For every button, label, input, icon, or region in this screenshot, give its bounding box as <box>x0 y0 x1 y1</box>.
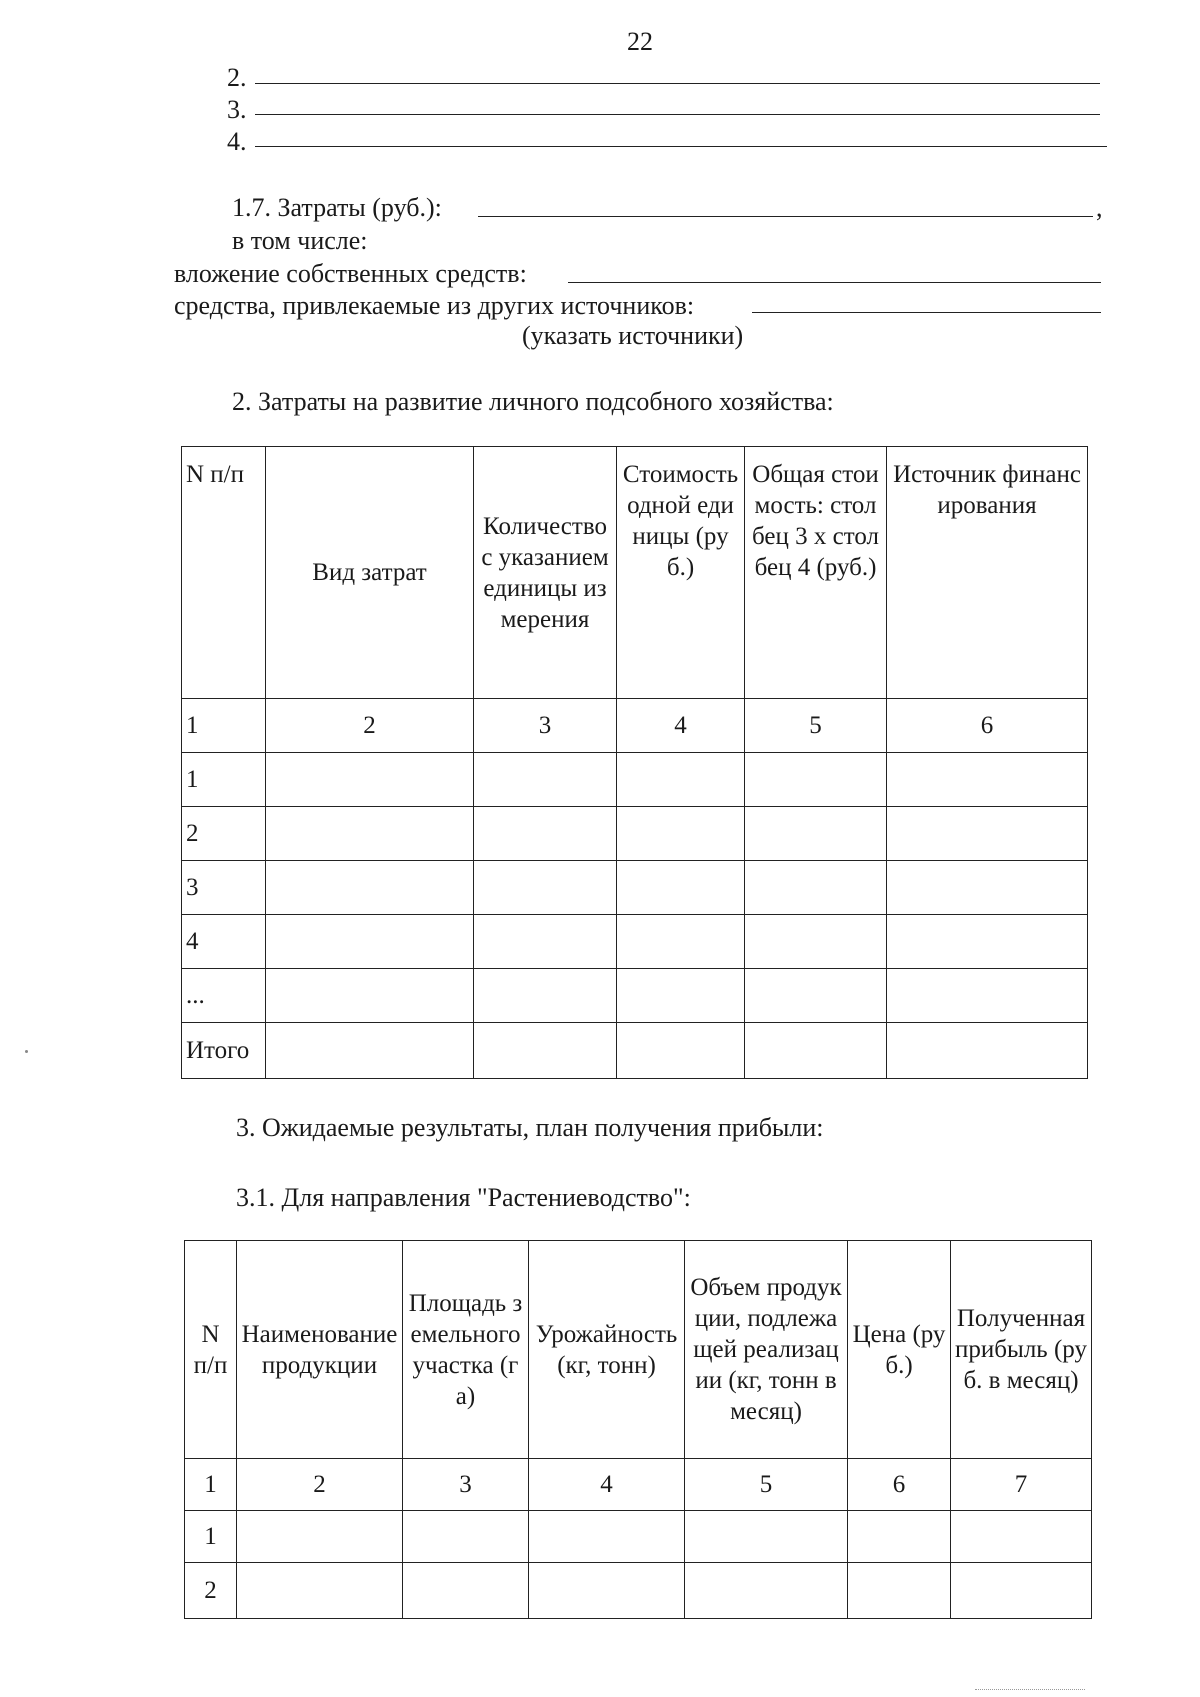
col-header-price: Цена (руб.) <box>848 1241 951 1459</box>
col-header-quantity: Количество с указанием единицы измерения <box>474 447 617 699</box>
table-row <box>182 807 1088 861</box>
col-header-funding-source: Источник финансирования <box>887 447 1088 699</box>
column-numbers-row <box>182 699 1088 753</box>
row-number: 3 <box>182 861 266 915</box>
other-sources-blank-line <box>752 312 1101 313</box>
column-number: 2 <box>266 699 474 753</box>
numbered-line-label-3: 3. <box>227 95 247 124</box>
table-row <box>185 1563 1092 1619</box>
column-number: 3 <box>403 1459 529 1511</box>
costs-table-header-row <box>182 447 1088 699</box>
table-cell <box>474 807 617 861</box>
column-number: 5 <box>685 1459 848 1511</box>
scan-speck <box>25 1050 28 1053</box>
table-cell <box>474 1023 617 1079</box>
crop-table-header-row <box>185 1241 1092 1459</box>
crop-production-table <box>184 1240 1092 1619</box>
table-cell <box>887 915 1088 969</box>
table-cell <box>745 1023 887 1079</box>
costs-table <box>181 446 1088 1079</box>
section3-heading: 3. Ожидаемые результаты, план получения прибыли: <box>236 1113 824 1142</box>
other-sources-label: средства, привлекаемые из других источников: <box>174 291 695 320</box>
table-cell <box>951 1511 1092 1563</box>
table-cell <box>887 861 1088 915</box>
table-cell <box>745 753 887 807</box>
table-row <box>182 753 1088 807</box>
table-cell <box>848 1563 951 1619</box>
col-header-profit: Полученная прибыль (руб. в месяц) <box>951 1241 1092 1459</box>
table-cell <box>474 753 617 807</box>
row-number: 1 <box>185 1511 237 1563</box>
total-label: Итого <box>182 1023 266 1079</box>
table-cell <box>474 915 617 969</box>
table-cell <box>529 1563 685 1619</box>
table-row <box>182 915 1088 969</box>
column-number: 4 <box>617 699 745 753</box>
table-cell <box>403 1511 529 1563</box>
table-cell <box>848 1511 951 1563</box>
total-row <box>182 1023 1088 1079</box>
table-cell <box>529 1511 685 1563</box>
blank-line-2 <box>255 83 1100 84</box>
col-header-yield: Урожайность (кг, тонн) <box>529 1241 685 1459</box>
column-number: 4 <box>529 1459 685 1511</box>
costs-blank-line <box>478 216 1093 217</box>
table-cell <box>617 1023 745 1079</box>
table-cell <box>617 753 745 807</box>
row-number: 1 <box>182 753 266 807</box>
numbered-line-label-2: 2. <box>227 63 247 92</box>
table-cell <box>887 1023 1088 1079</box>
col-header-land-area: Площадь земельного участка (га) <box>403 1241 529 1459</box>
table-cell <box>745 861 887 915</box>
table-cell <box>266 753 474 807</box>
row-number: 4 <box>182 915 266 969</box>
column-number: 5 <box>745 699 887 753</box>
costs-label: 1.7. Затраты (руб.): <box>232 193 442 222</box>
column-number: 1 <box>185 1459 237 1511</box>
column-numbers-row <box>185 1459 1092 1511</box>
section3-subheading: 3.1. Для направления "Растениеводство": <box>236 1183 691 1212</box>
costs-trailing-comma: , <box>1096 193 1103 222</box>
table-cell <box>237 1511 403 1563</box>
table-cell <box>237 1563 403 1619</box>
table-cell <box>887 753 1088 807</box>
table-cell <box>617 969 745 1023</box>
column-number: 3 <box>474 699 617 753</box>
table-cell <box>617 861 745 915</box>
table-cell <box>474 861 617 915</box>
table-cell <box>685 1511 848 1563</box>
table-row <box>182 861 1088 915</box>
col-header-product-name: Наименование продукции <box>237 1241 403 1459</box>
row-number: 2 <box>185 1563 237 1619</box>
column-number: 6 <box>887 699 1088 753</box>
own-funds-blank-line <box>568 282 1101 283</box>
page-number: 22 <box>627 27 653 56</box>
table-cell <box>266 861 474 915</box>
table-cell <box>745 807 887 861</box>
blank-line-4 <box>255 146 1107 147</box>
table-cell <box>685 1563 848 1619</box>
col-header-unit-cost: Стоимость одной единицы (руб.) <box>617 447 745 699</box>
table-cell <box>266 807 474 861</box>
numbered-line-label-4: 4. <box>227 127 247 156</box>
section2-heading: 2. Затраты на развитие личного подсобного хозяйства: <box>232 387 834 416</box>
table-cell <box>745 915 887 969</box>
table-row <box>182 969 1088 1023</box>
other-sources-hint: (указать источники) <box>522 321 744 350</box>
table-cell <box>266 915 474 969</box>
table-cell <box>266 969 474 1023</box>
costs-including: в том числе: <box>232 226 368 255</box>
col-header-number: N п/п <box>185 1241 237 1459</box>
table-row <box>185 1511 1092 1563</box>
own-funds-label: вложение собственных средств: <box>174 259 527 288</box>
table-cell <box>474 969 617 1023</box>
column-number: 2 <box>237 1459 403 1511</box>
table-cell <box>617 807 745 861</box>
table-cell <box>617 915 745 969</box>
row-number: ... <box>182 969 266 1023</box>
scan-edge-mark <box>975 1689 1085 1690</box>
table-cell <box>266 1023 474 1079</box>
column-number: 7 <box>951 1459 1092 1511</box>
column-number: 6 <box>848 1459 951 1511</box>
col-header-sales-volume: Объем продукции, подлежащей реализации (кг, тонн в месяц) <box>685 1241 848 1459</box>
table-cell <box>403 1563 529 1619</box>
col-header-expense-type: Вид затрат <box>266 447 474 699</box>
blank-line-3 <box>255 114 1100 115</box>
table-cell <box>887 969 1088 1023</box>
column-number: 1 <box>182 699 266 753</box>
table-cell <box>745 969 887 1023</box>
row-number: 2 <box>182 807 266 861</box>
col-header-number: N п/п <box>182 447 266 699</box>
table-cell <box>951 1563 1092 1619</box>
col-header-total-cost: Общая стоимость: столбец 3 х столбец 4 (руб.) <box>745 447 887 699</box>
table-cell <box>887 807 1088 861</box>
